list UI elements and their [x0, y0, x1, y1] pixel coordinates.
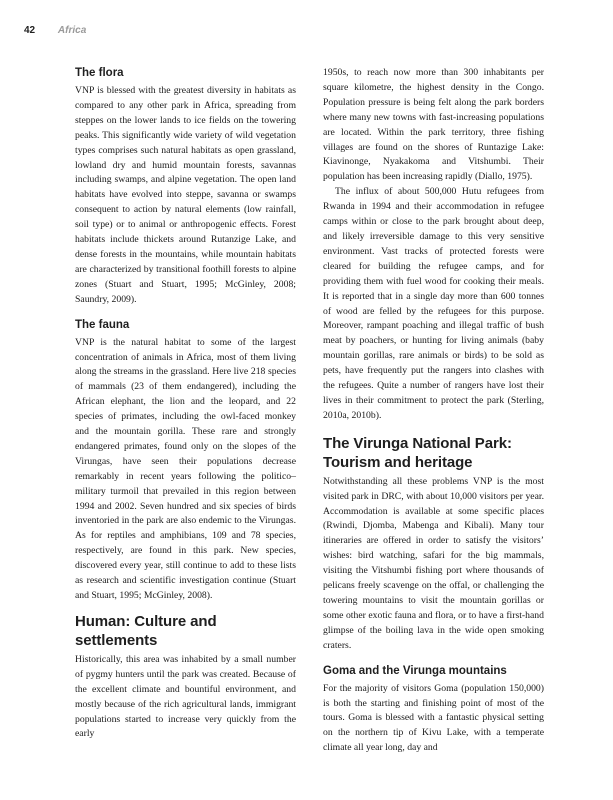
running-title: Africa — [57, 25, 87, 36]
goma-paragraph: For the majority of visitors Goma (population 150,000) is both the starting and finishing point of most of the tours. Goma is blessed with a fantastic physical setting on the northern tip of Kivu Lake, with a temperate climate all year long, day and — [323, 682, 544, 754]
right-column — [323, 66, 544, 756]
heading-culture-settlements: Human: Culture and settlements — [75, 612, 217, 649]
population-paragraph: 1950s, to reach now more than 300 inhabitants per square kilometre, the highest density in the Congo. Population pressure is being felt along the park borders where many new towns with fast-increasing populations are located. Within the park territory, three fishing villages are found on the shores of Runtazige Lake: Kiavinonge, Nyakakoma and Vitshumbi. Their population has been increasing rapidly (Diallo, 1975). — [323, 67, 544, 183]
page-number: 42 — [24, 25, 36, 36]
heading-fauna: The fauna — [75, 318, 130, 331]
left-column — [75, 66, 296, 742]
heading-goma: Goma and the Virunga mountains — [323, 664, 507, 677]
tourism-paragraph: Notwithstanding all these problems VNP is the most visited park in DRC, with about 10,000 visitors per year. Accommodation is available at some specific places (Rwindi, Djomba, Mabenga and Kibali). Many tour itineraries are offered in order to satisfy the visitors’ wishes: bird watching, safari for the big mammals, visiting the Vitshumbi fishing port where thousands of pelicans freely scavenge on the offal, or challenging the towering mountains to visit the mountain gorillas or some other exotic fauna and flora, or to have a first-hand glimpse of the boiling lava in the wide open smoking craters. — [323, 475, 544, 651]
page-header — [24, 25, 86, 36]
culture-paragraph: Historically, this area was inhabited by a small number of pygmy hunters until the park was created. Because of the excellent climate and bountiful environment, and mostly because of the rich agricultural lands, immigrant populations started to increase very quickly from the early — [75, 653, 296, 740]
heading-tourism-heritage: The Virunga National Park: Tourism and heritage — [323, 434, 512, 471]
flora-paragraph: VNP is blessed with the greatest diversity in habitats as compared to any other park in Africa, spreading from steppes on the lower lands to ice fields on the towering peaks. This significantly wide variety of wild vegetation types comprises such natural habitats as open grassland, lowland dry and humid mountain forests, savannas including swamps, and alpine vegetation. The open land habitats have evolved into steppe, savanna or swamps consequent to action by natural elements (low rainfall, soil type) or to animal or anthropogenic effects. Forest habitats include thickets around Rutanzige Lake, and dense forests in the mountains, while mountain habitats are characterized by transitional foothill forests to alpine zones (Stuart and Stuart, 1995; McGinley, 2008; Saundry, 2009). — [75, 85, 296, 305]
refugees-paragraph: The influx of about 500,000 Hutu refugees from Rwanda in 1994 and their accommodation in refugee camps within or close to the park brought about deep, and likely irreversible damage to this very sensitive environment. Vast tracks of protected forests were cleared for building the refugee camps, and for providing them with fuel wood for cooking their meals. It is reported that in a single day more than 600 tonnes of wood are felled by the refugees for this purpose. Moreover, rampant poaching and illegal traffic of bush meat by poachers, or hunting for living animals (baby mountain gorillas, rare animals or birds) to be sold as pets, have frequently put the rangers into clashes with the refugees. Quite a number of rangers have lost their lives in their commitment to protect the park (Sterling, 2010a, 2010b). — [323, 186, 544, 421]
heading-flora: The flora — [75, 67, 124, 79]
fauna-paragraph: VNP is the natural habitat to some of the largest concentration of animals in Africa, most of them living along the streams in the grassland. Here live 218 species of mammals (23 of them endangered), including the African elephant, the lion and the leopard, and 22 species of primates, including the owl-faced monkey and the mountain gorilla. These rare and strongly endangered primates, found only on the slopes of the Virungas, have seen their populations decrease remarkably in recent years following the politico–military turmoil that prevailed in this region between 1994 and 2002. Seven hundred and six species of birds inventoried in the park are also endemic to the Virungas. As for reptiles and amphibians, 109 and 78 species, respectively, are found in this park. New species, discovered every year, still continue to add to these lists as research and scientific investigation continue (Stuart and Stuart, 1995; McGinley, 2008). — [75, 336, 296, 601]
